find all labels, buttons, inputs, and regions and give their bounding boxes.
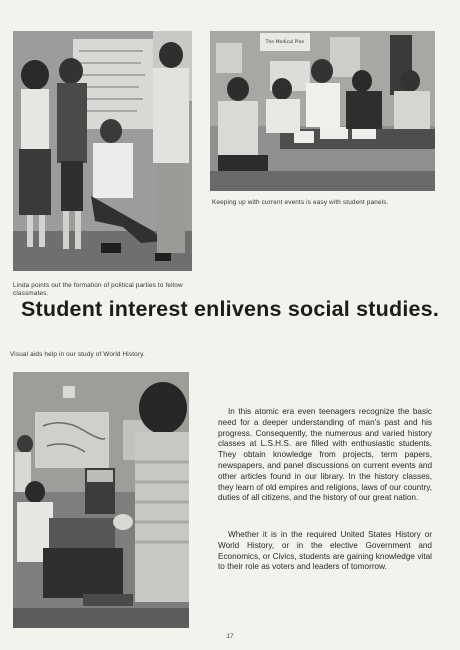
body-paragraph-1: In this atomic era even teenagers recognize the basic need for a deeper understanding of man's past and his progress. Consequently, the numerous and varied history classes at L.S.H.S. are filled with enthusiastic students. They obtain knowledge from projects, term papers, newspapers, and panel discussions on current events and other articles found in our library. In the history classes, they learn of old empires and religions, laws of our country, duties of all citizens, and the history of our great nation. (218, 407, 432, 503)
photo-world-history-class (13, 372, 189, 628)
caption-visual-aids: Visual aids help in our study of World History. (10, 351, 145, 358)
photo-student-panel (210, 31, 435, 191)
page-number: 17 (226, 633, 234, 640)
caption-political-parties: Linda points out the formation of political parties to fellow classmates. (13, 282, 183, 297)
body-paragraph-2: Whether it is in the required United States History or World History, or in the elective Government and Economics, or Civics, students are gaining knowledge vital to their role as voters and leaders of tomorrow. (218, 530, 432, 572)
photo-political-parties (13, 31, 192, 271)
caption-student-panel: Keeping up with current events is easy with student panels. (212, 199, 389, 206)
page-headline: Student interest enlivens social studies. (20, 297, 439, 321)
sign-text: The Medical Plan (265, 40, 305, 45)
